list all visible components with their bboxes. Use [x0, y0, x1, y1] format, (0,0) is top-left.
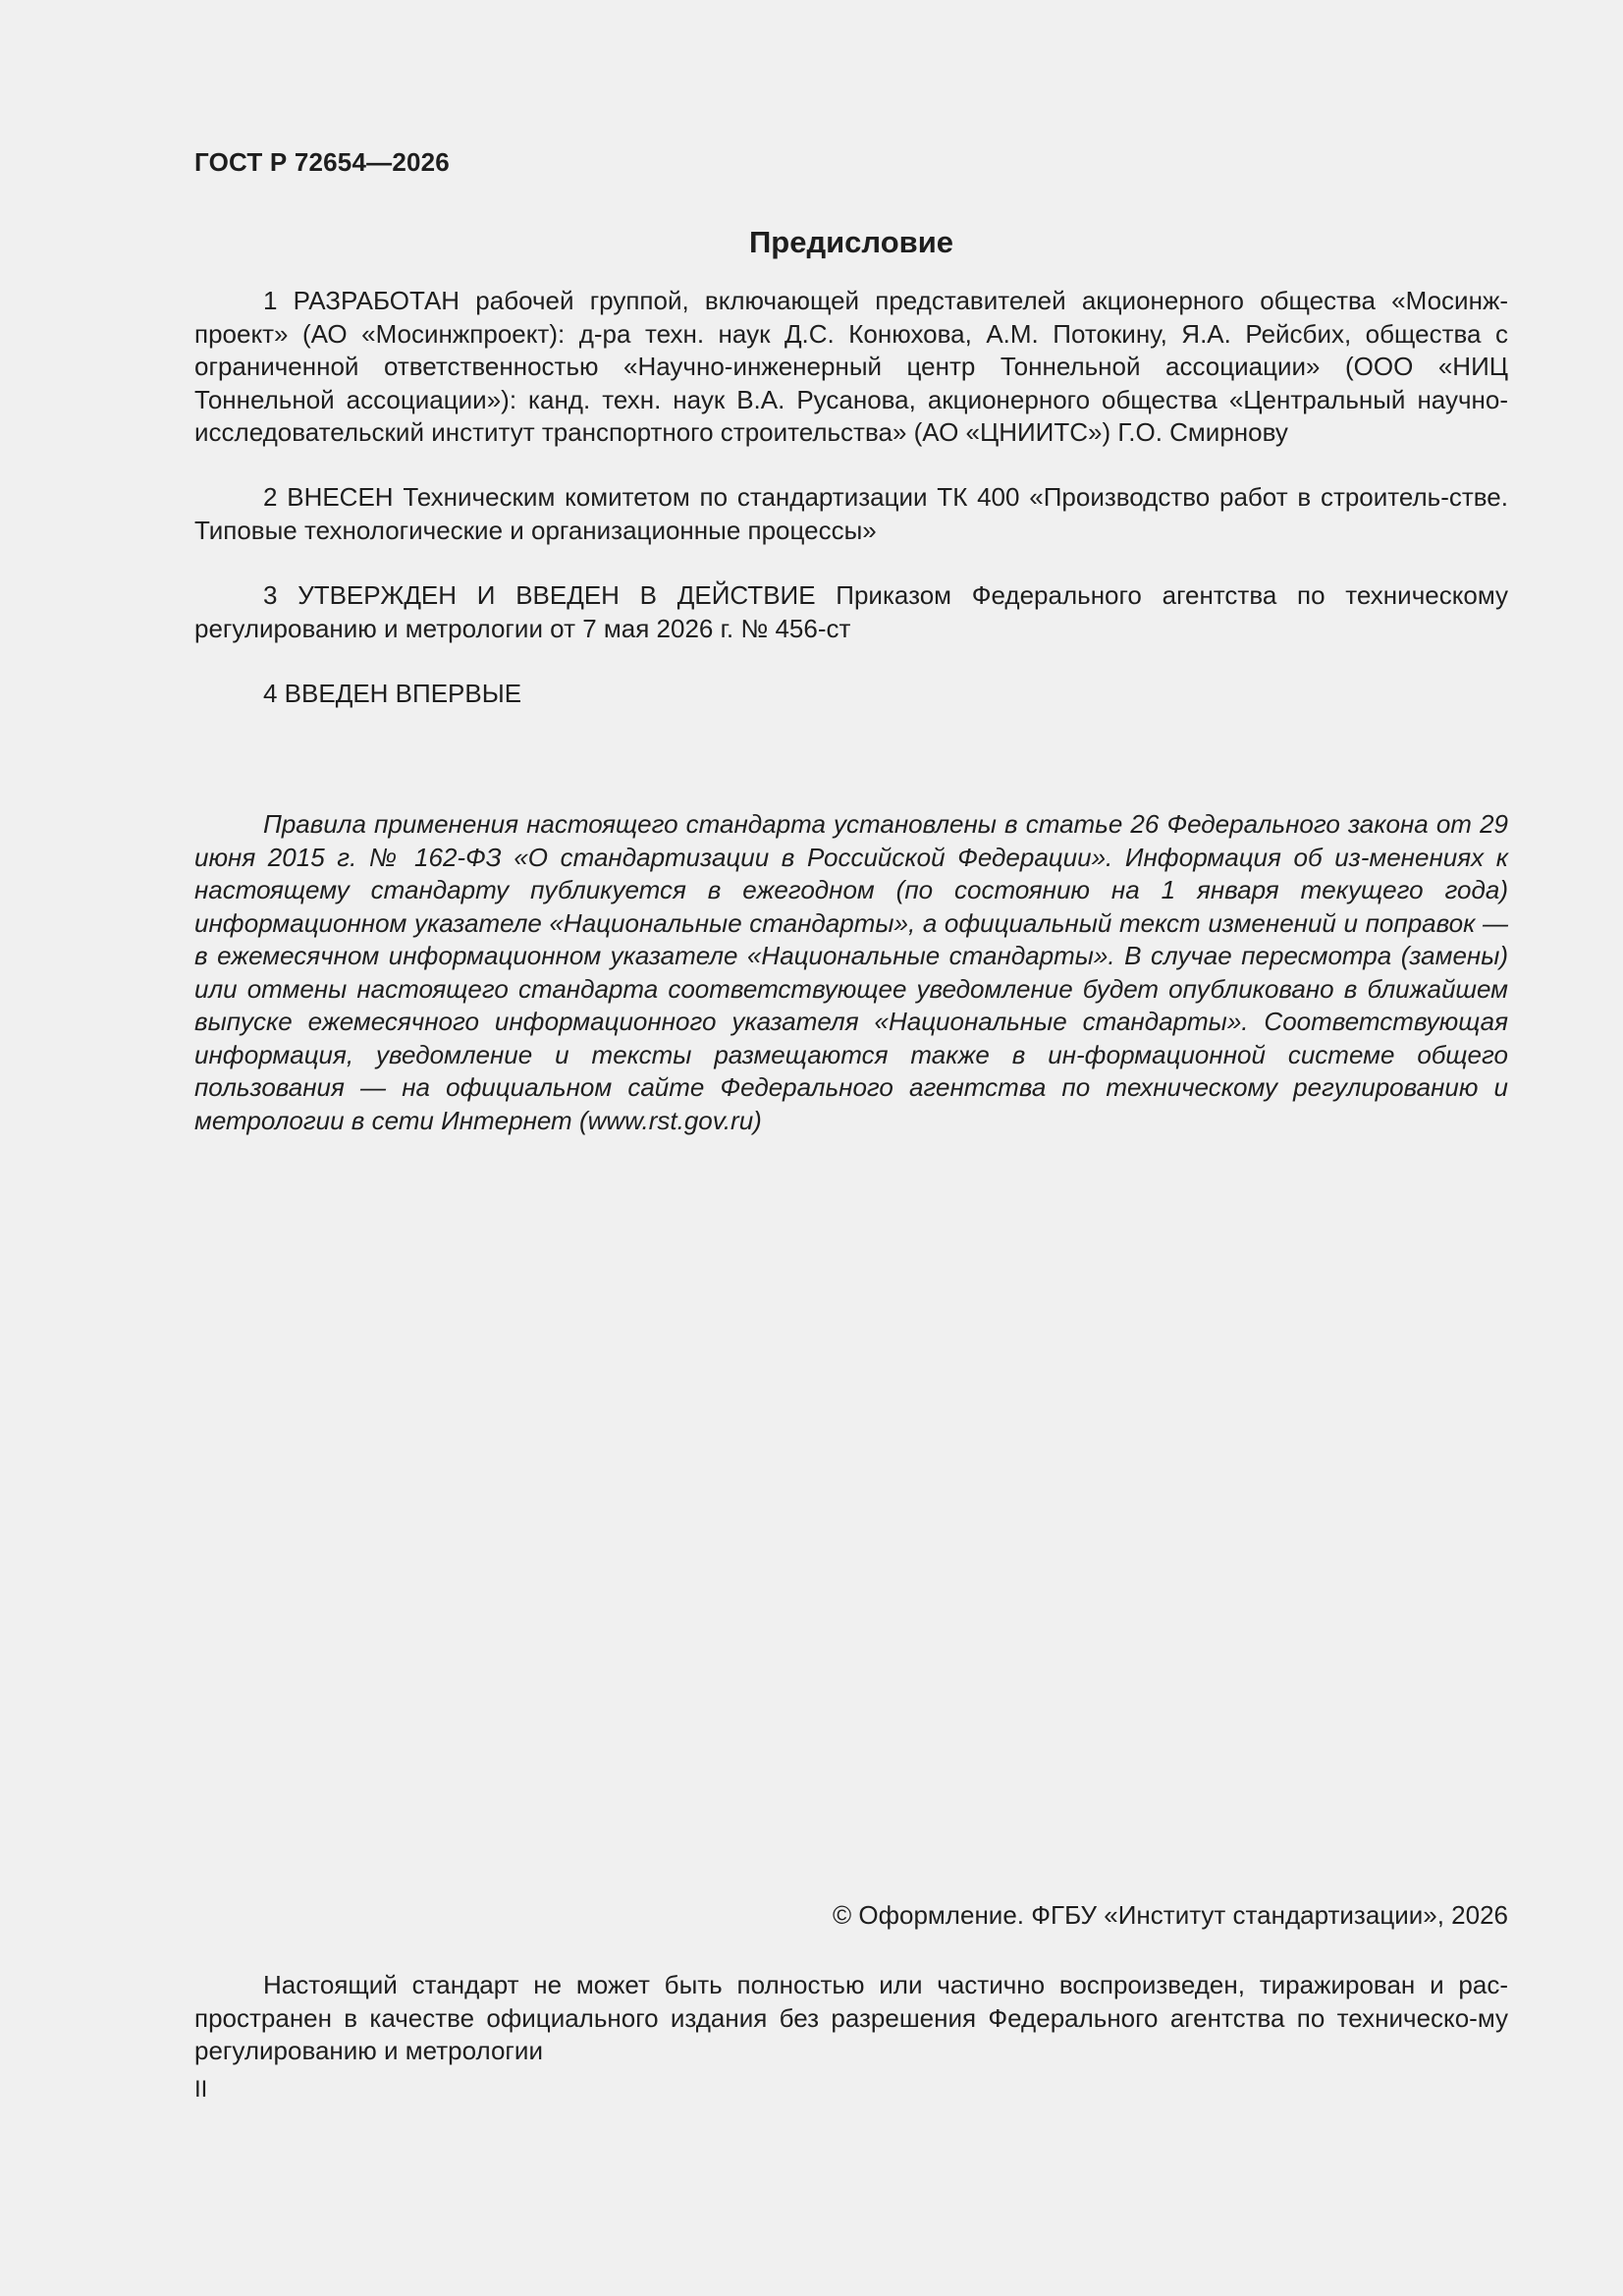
preface-item-3: 3 УТВЕРЖДЕН И ВВЕДЕН В ДЕЙСТВИЕ Приказом Федерального агентства по техническому регулированию и метрологии от 7 мая 2026 г. № 456-ст — [194, 580, 1508, 643]
preface-item-1: 1 РАЗРАБОТАН рабочей группой, включающей представителей акционерного общества «Мосинж-проект» (АО «Мосинжпроект): д-ра техн. наук Д.С. Конюхова, А.М. Потокину, Я.А. Рейсбих, общества с ограниченной ответственностью «Научно-инженерный центр Тоннельной ассоциации» (ООО «НИЦ Тоннельной ассоциации»): канд. техн. наук В.А. Русанова, акционерного общества «Центральный научно-исследовательский институт транспортного строительства» (АО «ЦНИИТС») Г.О. Смирнову — [194, 286, 1508, 447]
section-title: Предисловие — [748, 225, 953, 259]
page-number: II — [194, 2076, 208, 2103]
rules-note: Правила применения настоящего стандарта установлены в статье 26 Федерального закона от 29 июня 2015 г. № 162-ФЗ «О стандартизации в Российской Федерации». Информация об из-менениях к настоящему стандарту публикуется в ежегодном (по состоянию на 1 января текущего года) информационном указателе «Национальные стандарты», а официальный текст изменений и поправок — в ежемесячном информационном указателе «Национальные стандарты». В случае пересмотра (замены) или отмены настоящего стандарта соответствующее уведомление будет опубликовано в ближайшем выпуске ежемесячного информационного указателя «Национальные стандарты». Соответствующая информация, уведомление и тексты размещаются также в ин-формационной системе общего пользования — на официальном сайте Федерального агентства по техническому регулированию и метрологии в сети Интернет (www.rst.gov.ru) — [194, 809, 1508, 1135]
preface-item-2: 2 ВНЕСЕН Техническим комитетом по стандартизации ТК 400 «Производство работ в строитель-стве. Типовые технологические и организационные процессы» — [194, 482, 1508, 545]
copyright-line: © Оформление. ФГБУ «Институт стандартизации», 2026 — [833, 1900, 1508, 1930]
reproduction-notice: Настоящий стандарт не может быть полностью или частично воспроизведен, тиражирован и рас-пространен в качестве официального издания без разрешения Федерального агентства по техническо-му регулированию и метрологии — [194, 1970, 1508, 2065]
preface-item-4: 4 ВВЕДЕН ВПЕРВЫЕ — [263, 679, 522, 708]
document-id: ГОСТ Р 72654—2026 — [194, 147, 450, 177]
